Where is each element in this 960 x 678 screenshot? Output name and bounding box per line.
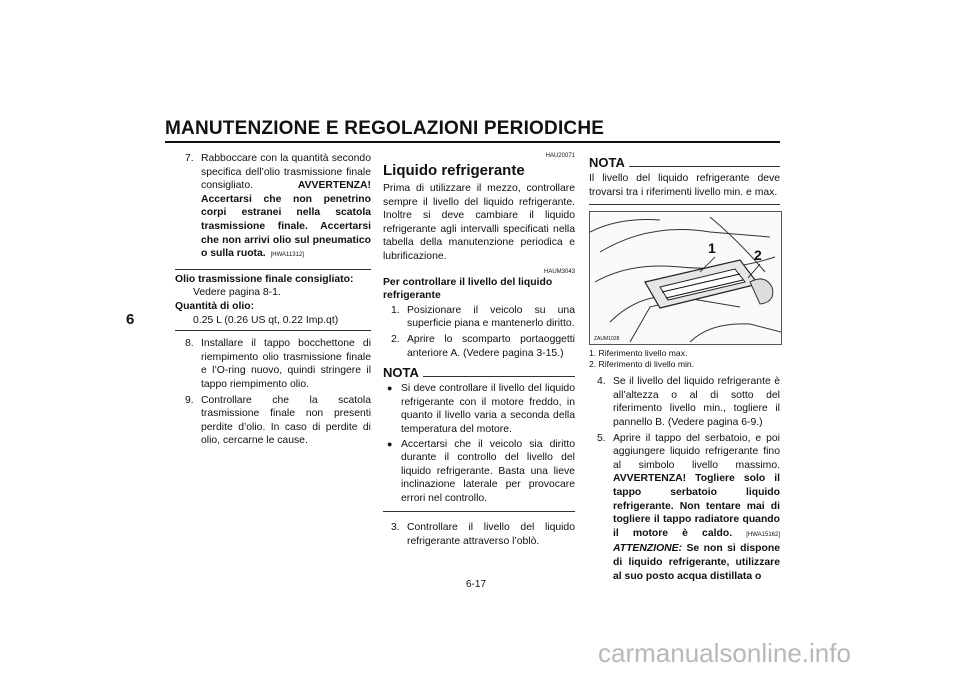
step-number: 1. bbox=[391, 304, 400, 316]
callout-2: 2 bbox=[754, 247, 762, 264]
intro-paragraph: Prima di utilizzare il mezzo, controllare sempre il livello del liquido refrigerante. Inoltre si deve cambiare il liquido refrigerante agli intervalli specificati nella tabella della manutenzione periodica e lubrificazione. bbox=[383, 183, 575, 262]
step-text: Se il livello del liquido refrigerante è all’altezza o al di sotto del riferimento livello min., togliere il pannello B. (Vedere pagina 6-9.) bbox=[613, 376, 780, 428]
bullet-text: Si deve controllare il livello del liquido refrigerante con il motore freddo, in quanto il livello varia a seconda della temperatura del motore. bbox=[401, 383, 575, 435]
nota-label: NOTA bbox=[589, 155, 625, 170]
step-3 bbox=[391, 521, 575, 548]
step-number: 7. bbox=[185, 153, 194, 164]
bullet-item bbox=[383, 382, 575, 436]
chapter-number: 6 bbox=[126, 311, 135, 328]
step-2 bbox=[391, 333, 575, 360]
step-8 bbox=[185, 337, 371, 391]
warning-code: [HWA11312] bbox=[270, 252, 304, 259]
nota-end-rule bbox=[589, 204, 780, 205]
spec-box bbox=[175, 269, 371, 331]
caption-min: 2. Riferimento di livello min. bbox=[589, 359, 695, 370]
page-number: 6-17 bbox=[466, 579, 487, 590]
step-text bbox=[201, 152, 371, 263]
step-4 bbox=[597, 375, 780, 429]
bullet-text: Accertarsi che il veicolo sia diritto durante il controllo del livello del liquido refrigerante. Basta una lieve inclinazione laterale per provocare errori nel controllo. bbox=[401, 438, 575, 504]
nota-end-rule bbox=[383, 511, 575, 512]
warning-text: AVVERTENZA! Togliere solo il tappo serbatoio liquido refrigerante. Non tentare mai di togliere il tappo radiatore quando il motore è caldo. bbox=[613, 473, 780, 539]
spec-value-quantity: 0.25 L (0.26 US qt, 0.22 Imp.qt) bbox=[193, 314, 339, 326]
warning-code: [HWA15162] bbox=[746, 531, 780, 538]
step-9 bbox=[185, 394, 371, 448]
nota-text: Il livello del liquido refrigerante deve trovarsi tra i riferimenti livello min. e max. bbox=[589, 173, 780, 198]
section-title: Liquido refrigerante bbox=[383, 162, 525, 179]
caption-max: 1. Riferimento livello max. bbox=[589, 348, 688, 359]
nota-heading bbox=[383, 366, 575, 379]
header-rule bbox=[165, 141, 780, 143]
step-number: 8. bbox=[185, 338, 194, 350]
callout-1: 1 bbox=[708, 240, 716, 257]
spec-value-oil: Vedere pagina 8-1. bbox=[193, 287, 281, 299]
nota-heading bbox=[589, 156, 780, 169]
step-text: Aprire lo scomparto portaoggetti anteriore A. (Vedere pagina 3-15.) bbox=[407, 333, 575, 359]
nota-label: NOTA bbox=[383, 365, 419, 381]
section-code: HAU20071 bbox=[545, 153, 575, 159]
page-title: MANUTENZIONE E REGOLAZIONI PERIODICHE bbox=[165, 118, 605, 139]
spec-label-oil: Olio trasmissione finale consigliato: bbox=[175, 273, 354, 285]
attention-text: Se non si dispone di liquido refrigerante, utilizzare al suo posto acqua distillata o bbox=[613, 543, 780, 582]
column-left bbox=[175, 152, 371, 450]
step-text bbox=[613, 432, 780, 584]
subsection-code: HAUM3043 bbox=[543, 268, 575, 275]
subsection-title: Per controllare il livello del liquido refrigerante bbox=[383, 276, 553, 302]
step-text: Controllare il livello del liquido refrigerante attraverso l’oblò. bbox=[407, 522, 575, 548]
step-1 bbox=[391, 304, 575, 331]
step-7 bbox=[185, 152, 371, 263]
nota-rule bbox=[423, 376, 575, 377]
step-number: 9. bbox=[185, 394, 194, 406]
step-number: 4. bbox=[597, 376, 606, 388]
column-middle bbox=[383, 152, 575, 551]
step-text: Installare il tappo bocchettone di riempimento olio trasmissione finale e l’O-ring nuovo, quindi stringere il tappo riempimento olio. bbox=[201, 338, 371, 390]
spec-label-quantity: Quantità di olio: bbox=[175, 300, 255, 312]
warning-text: AVVERTENZA! Accertarsi che non penetrino corpi estranei nella scatola trasmissione finale. Accertarsi che non arrivi olio sul pneumatico o sulla ruota. bbox=[201, 180, 371, 260]
step-5-text: Aprire il tappo del serbatoio, e poi aggiungere liquido refrigerante fino al simbolo livello massimo. bbox=[613, 432, 780, 471]
watermark: carmanualsonline.info bbox=[598, 638, 851, 668]
step-number: 2. bbox=[391, 333, 400, 345]
bullet-item bbox=[383, 438, 575, 506]
step-7-text: Rabboccare con la quantità secondo specifica dell’olio trasmissione finale consigliato. bbox=[201, 153, 371, 192]
step-number: 3. bbox=[391, 522, 400, 534]
coolant-reservoir-figure bbox=[589, 211, 782, 345]
reservoir-illustration bbox=[590, 212, 781, 344]
step-number: 5. bbox=[597, 432, 606, 444]
step-text: Posizionare il veicolo su una superficie piana e mantenerlo diritto. bbox=[407, 304, 575, 330]
nota-rule bbox=[629, 166, 780, 167]
bullet-icon: ● bbox=[387, 383, 393, 394]
figure-code: ZAUM1028 bbox=[594, 336, 620, 343]
column-right bbox=[589, 152, 780, 585]
attention-label: ATTENZIONE: bbox=[613, 543, 683, 555]
bullet-icon: ● bbox=[387, 438, 393, 449]
step-5 bbox=[597, 432, 780, 584]
step-text: Controllare che la scatola trasmissione finale non presenti perdite d’olio. In caso di perdite di olio, cercarne le cause. bbox=[201, 394, 371, 447]
